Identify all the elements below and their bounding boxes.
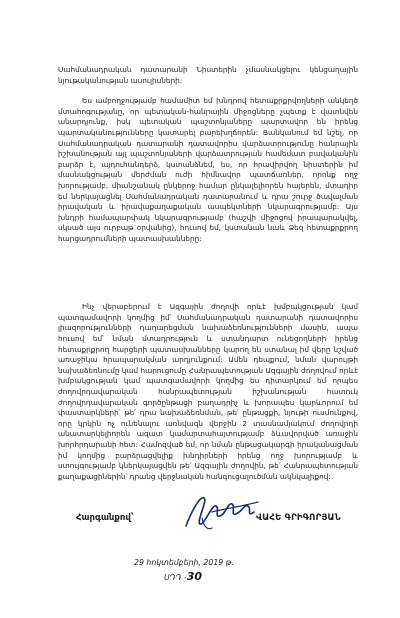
handwritten-signature [182,488,262,532]
letter-date: 29 հոկտեմբերի, 2019 թ. [134,558,234,567]
reference-prefix: ՍԴԴ - [164,573,187,582]
body-paragraph-3: Ինչ վերաբերում է Ազգային ժողովի որևէ խմբակցության կամ պատգամավորի կողմից իմ՝ Սահմանադրական դատարանի դատավորիս լիազորությունների դադարեցման նախաձեռնությունների մասին, ապա հուսով եմ՝ նման մտադրություն և ստանդարտ ունեցողների իրենց հետաքրքրող հարցերի պատասխանները կարող են ստանալ իմ վերը նշված առաջիկա հրապարակման արդյունքում: Ամեն դեպքում, նման վարույթի նախաձեռնումը կամ հարուցումը Հանրապետության Ազգային ժողովում որևէ խմբակցության կամ պատգամավորի կողմից ես դիտարկում եմ որպես ժողովրդավարական հանրապետության իշխանության հատուկ ժողովրդավարական գործընթացի բաղադրիչ և խորապես կարևորում եմ փաստարկների՝ թե՛ դրա նախաձեռնման, թե՛ ընթացքի, նյութի ուսմունքով, որը կրկին ոչ ունենալու առնվազն վերջին 2 տասնամյակում ժողովրդի անատարկելիորեն ազատ կամարտահայտությամբ ձևավորված առաջին խորհրդարանի հետ: Համոզված եմ, որ նման ընթացակարգի իրականացման իմ կողմից բարձրացվելիք խնդիրների իրենց ողջ խորությամբ և ստույգությամբ կներկայացվեն թե՛ Ազգային ժողովին, թե՛ Հանրապետության քաղաքացիներին՝ դրանց վերջնական հանգուցալուծման ակնկալիքով: [58,302,358,481]
reference-number [164,570,202,583]
intro-paragraph: Սահմանադրական դատարանի Նիստերին չմասնակցելու կենցաղային նյութականության ասուլիսների: [58,65,358,85]
signer-name: ՎԱՀԵ ԳՐԻԳՈՐՅԱՆ [256,513,341,523]
reference-number-value: 30 [186,570,203,583]
closing-salutation: Հարգանքով՝ [76,513,134,523]
body-paragraph-2: Ես ամբողջությամբ համամիտ եմ խնդրով հետաքրքրվողների անկեղծ մտահոգությանը, որ պետական-հանրային միջոցները չպետք է վատնվեն անարդյունք, իսկ պետական պաշտոնյաները պարտավոր են իրենց պարտականությունները կատարել բարեխղճորեն: Ցանկանում եմ նշել, որ Սահմանադրական դատարանի դատավորիս վարձատրությունը հանրային իշխանության այլ պաշտոնյաների վարձատրության համեմատ բավականին բարձր է, այդուհանդերձ, կստանձնեմ, ես, որ հրավիրվող նիստերին իմ մասնակցության մերժման ուժի հիմնավոր պատճառներ, որոնք ողջ խորությամբ, միանշանակ ընկերոջ համար ընկալելիորեն հայերեն, մտադիր եմ ներկայացնել Սահմանադրական դատարանում և դրա շուրջ ծավալման իրավական և իրավաքաղաքական ասպեկտների նկարագրությամբ: Այս խնդրի համապարփակ նկարագրությամբ (հաշվի միջոցով իրապարակվել, սկսած այս ուրբաթ օրվանից), հուսով եմ, կստանան նաև Ձեզ հետաքրքրող հարցադրումների պատասխանները: [58,96,358,244]
